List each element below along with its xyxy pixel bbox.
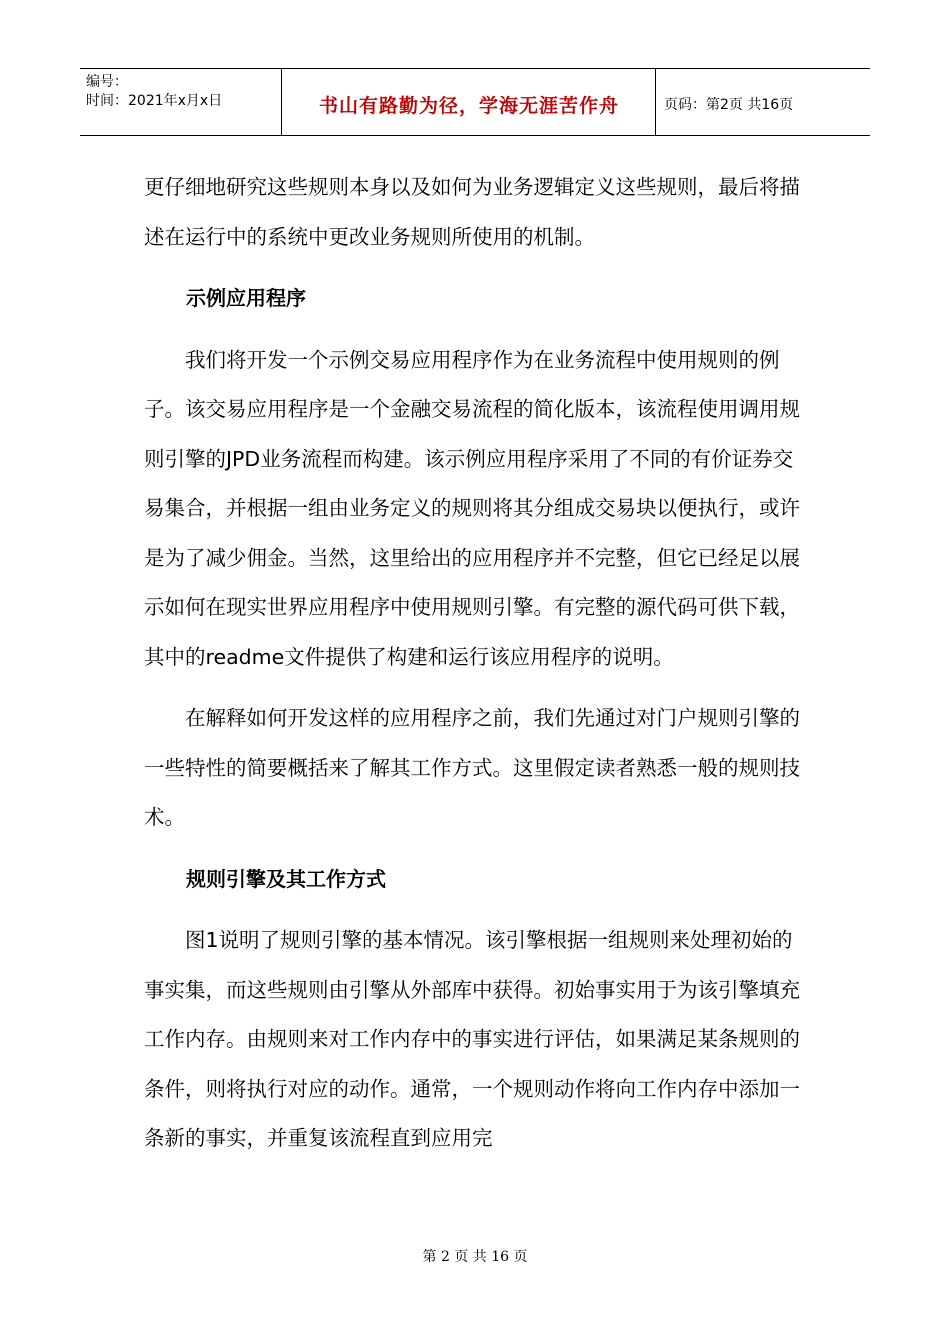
header-motto: 书山有路勤为径，学海无涯苦作舟 xyxy=(318,95,619,117)
document-body xyxy=(144,163,804,1164)
spacer xyxy=(144,262,804,274)
document-time-label: 时间：2021年x月x日 xyxy=(86,93,223,109)
section-heading-example-app: 示例应用程序 xyxy=(186,286,306,310)
document-number-label: 编号： xyxy=(86,74,128,90)
section-heading-rules-engine: 规则引擎及其工作方式 xyxy=(186,866,386,891)
header-page-info: 页码：第2页 共16页 xyxy=(664,97,794,113)
spacer xyxy=(144,682,804,694)
spacer xyxy=(144,904,804,916)
header-divider-right xyxy=(655,69,656,135)
page-footer: 第 2 页 共 16 页 xyxy=(422,1249,528,1265)
paragraph-example-app: 我们将开发一个示例交易应用程序作为在业务流程中使用规则的例子。该交易应用程序是一个金融交易流程的简化版本，该流程使用调用规则引擎的JPD业务流程而构建。该示例应用程序采用了不同的有价证券交易集合，并根据一组由业务定义的规则将其分组成交易块以便执行，或许是为了减少佣金。当然，这里给出的应用程序并不完整，但它已经足以展示如何在现实世界应用程序中使用规则引擎。有完整的源代码可供下载，其中的readme文件提供了构建和运行该应用程序的说明。 xyxy=(144,347,800,669)
spacer xyxy=(144,843,804,855)
header-meta xyxy=(86,73,222,111)
paragraph-rules-engine: 图1说明了规则引擎的基本情况。该引擎根据一组规则来处理初始的事实集，而这些规则由引擎从外部库中获得。初始事实用于为该引擎填充工作内存。由规则来对工作内存中的事实进行评估，如果满足某条规则的条件，则将执行对应的动作。通常，一个规则动作将向工作内存中添加一条新的事实，并重复该流程直到应用完 xyxy=(144,928,800,1150)
paragraph-continuation: 更仔细地研究这些规则本身以及如何为业务逻辑定义这些规则，最后将描述在运行中的系统中更改业务规则所使用的机制。 xyxy=(144,175,800,249)
page-header xyxy=(80,68,870,136)
paragraph-intro-rules: 在解释如何开发这样的应用程序之前，我们先通过对门户规则引擎的一些特性的简要概括来了解其工作方式。这里假定读者熟悉一般的规则技术。 xyxy=(144,706,800,829)
spacer xyxy=(144,324,804,336)
